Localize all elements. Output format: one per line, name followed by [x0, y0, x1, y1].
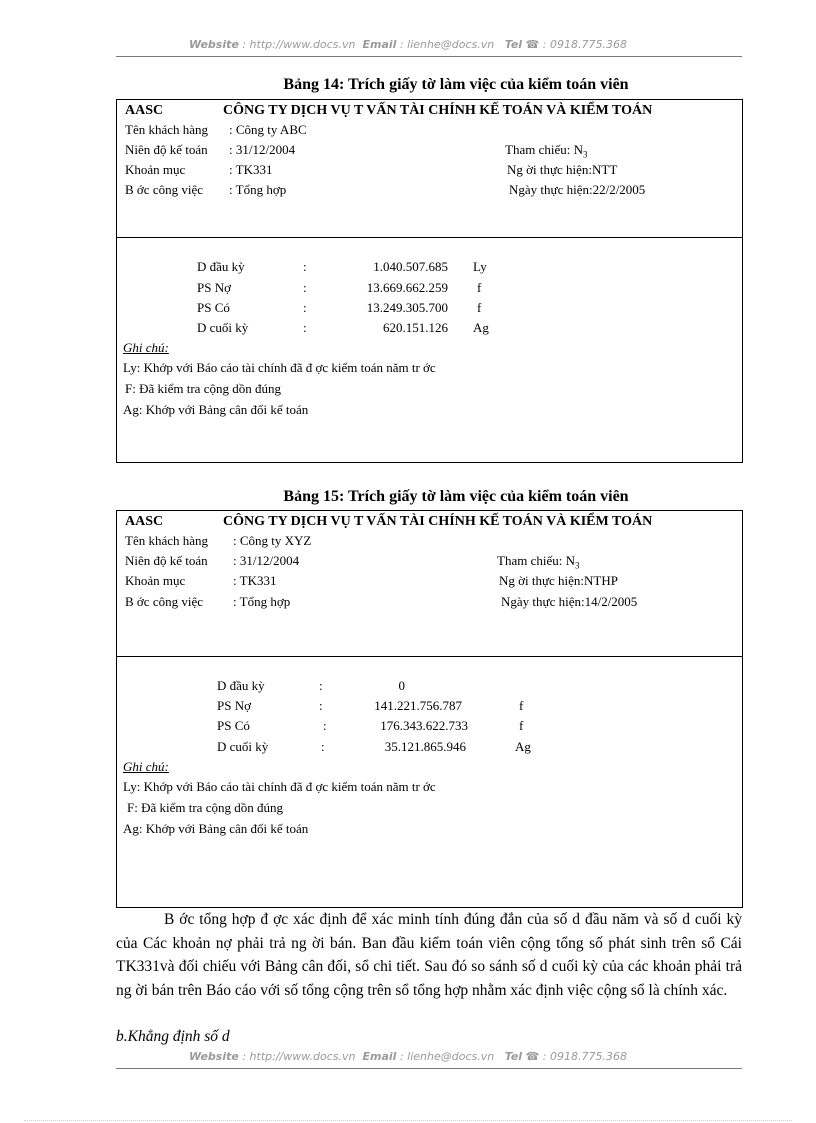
- table14-title: Bảng 14: Trích giấy tờ làm việc của kiểm toán viên: [283, 76, 629, 93]
- table15-box: [116, 510, 743, 908]
- header-tel-label: Tel: [504, 38, 523, 51]
- table14-row-credit-value: 13.249.305.700: [366, 300, 448, 315]
- table14-row-opening-label: D đầu kỳ: [197, 259, 245, 274]
- table14-note-ag: Ag: Khớp với Bảng cân đối kế toán: [123, 402, 309, 417]
- table14-row-debit-label: PS Nợ: [197, 280, 231, 295]
- table14-note-f: F: Đã kiểm tra cộng dồn đúng: [125, 381, 281, 396]
- body-paragraph: [116, 908, 742, 1002]
- table14-account-label: Khoản mục: [125, 162, 186, 177]
- table15-client-value: : Công ty XYZ: [233, 533, 312, 548]
- footer-email-label: Email: [362, 1050, 397, 1063]
- table15-row-debit-mark: f: [519, 698, 524, 713]
- header-email-label: Email: [362, 38, 397, 51]
- table15-step-label: B ớc công việc: [125, 594, 203, 609]
- table14-box: [116, 99, 743, 463]
- table14-row-closing-value: 620.151.126: [383, 320, 448, 335]
- header-tel: : 0918.775.368: [542, 38, 627, 51]
- table14-period-value: : 31/12/2004: [229, 142, 296, 157]
- table15-account-value: : TK331: [233, 573, 277, 588]
- table15-title: Bảng 15: Trích giấy tờ làm việc của kiểm toán viên: [283, 488, 629, 505]
- table15-performer: Ng ời thực hiện:NTHP: [499, 573, 618, 588]
- footer-rule: [116, 1068, 742, 1069]
- table14-row-closing-mark: Ag: [473, 320, 489, 335]
- page-footer: [0, 1050, 816, 1063]
- table14-note-ly: Ly: Khớp với Báo cáo tài chính đã đ ợc kiểm toán năm tr ớc: [123, 360, 436, 375]
- table14-row-opening-colon: :: [303, 259, 307, 274]
- section-subheading: b.Khẳng định số d: [116, 1028, 230, 1045]
- table14-row-credit-label: PS Có: [197, 300, 230, 315]
- phone-icon: ☎: [525, 38, 540, 51]
- table14-row-opening-value: 1.040.507.685: [373, 259, 448, 274]
- table15-step-value: : Tổng hợp: [233, 594, 291, 609]
- table15-period-value: : 31/12/2004: [233, 553, 300, 568]
- table15-period-label: Niên độ kế toán: [125, 553, 208, 568]
- table15-row-debit-colon: :: [319, 698, 323, 713]
- table15-note-f: F: Đã kiểm tra cộng dồn đúng: [127, 800, 283, 815]
- table15-row-credit-label: PS Có: [217, 718, 250, 733]
- table14-company: CÔNG TY DỊCH VỤ T VẤN TÀI CHÍNH KẾ TOÁN VÀ KIỂM TOÁN: [223, 103, 653, 118]
- table15-row-credit-value: 176.343.622.733: [380, 718, 468, 733]
- header-website[interactable]: : http://www.docs.vn: [242, 38, 356, 51]
- table15-note-ag: Ag: Khớp với Bảng cân đối kế toán: [123, 821, 309, 836]
- table15-row-closing-colon: :: [321, 739, 325, 754]
- table14-period-label: Niên độ kế toán: [125, 142, 208, 157]
- table14-date: Ngày thực hiện:22/2/2005: [509, 182, 646, 197]
- table14-row-closing-label: D cuối kỳ: [197, 320, 249, 335]
- table14-firm: AASC: [125, 103, 164, 118]
- table15-row-closing-mark: Ag: [515, 739, 531, 754]
- table15-row-opening-value: 0: [398, 678, 405, 693]
- table14-row-credit-mark: f: [477, 300, 482, 315]
- table15-row-debit-value: 141.221.756.787: [374, 698, 462, 713]
- footer-website-label: Website: [189, 1050, 239, 1063]
- footer-email[interactable]: : lienhe@docs.vn: [399, 1050, 495, 1063]
- table15-row-debit-label: PS Nợ: [217, 698, 251, 713]
- table15-row-opening-label: D đầu kỳ: [217, 678, 265, 693]
- page-header: [0, 38, 816, 51]
- table14-client-value: : Công ty ABC: [229, 122, 307, 137]
- table14-divider: [117, 237, 742, 238]
- header-email[interactable]: : lienhe@docs.vn: [399, 38, 495, 51]
- table14-row-credit-colon: :: [303, 300, 307, 315]
- table15-divider: [117, 656, 742, 657]
- table15-row-closing-label: D cuối kỳ: [217, 739, 269, 754]
- table15-client-label: Tên khách hàng: [125, 533, 209, 548]
- table14-row-debit-mark: f: [477, 280, 482, 295]
- table14-client-label: Tên khách hàng: [125, 122, 209, 137]
- table15-date: Ngày thực hiện:14/2/2005: [501, 594, 638, 609]
- table15-row-opening-colon: :: [319, 678, 323, 693]
- table14-performer: Ng ời thực hiện:NTT: [507, 162, 618, 177]
- table14-row-debit-colon: :: [303, 280, 307, 295]
- table15-row-closing-value: 35.121.865.946: [384, 739, 466, 754]
- paragraph-text: B ớc tổng hợp đ ợc xác định để xác minh tính đúng đắn của số d đầu năm và số d cuối kỳ của Các khoản nợ phải trả ng ời bán. Ban đầu kiểm toán viên cộng tổng số phát sinh trên sổ Cái TK331và đối chiếu với Bảng cân đối, sổ chi tiết. Sau đó so sánh số d cuối kỳ của các khoản phải trả ng ời bán trên Báo cáo với số tổng cộng trên sổ tổng hợp nhằm xác định việc cộng sổ là chính xác.: [116, 911, 742, 999]
- table15-note-ly: Ly: Khớp với Báo cáo tài chính đã đ ợc kiểm toán năm tr ớc: [123, 779, 436, 794]
- table15-reference: Tham chiếu: $N_3$: [497, 553, 580, 571]
- header-rule: [116, 56, 742, 57]
- table14-row-opening-mark: Ly: [473, 259, 487, 274]
- table14-reference: Tham chiếu: $N_3$: [505, 142, 588, 160]
- table14-step-label: B ớc công việc: [125, 182, 203, 197]
- phone-icon: ☎: [525, 1050, 540, 1063]
- table15-row-credit-mark: f: [519, 718, 524, 733]
- table14-note-title: Ghi chú:: [123, 340, 169, 355]
- table14-row-closing-colon: :: [303, 320, 307, 335]
- footer-website[interactable]: : http://www.docs.vn: [242, 1050, 356, 1063]
- table15-note-title: Ghi chú:: [123, 759, 169, 774]
- table14-step-value: : Tổng hợp: [229, 182, 287, 197]
- table15-firm: AASC: [125, 514, 164, 529]
- table15-row-credit-colon: :: [323, 718, 327, 733]
- footer-tel-label: Tel: [504, 1050, 523, 1063]
- table14-row-debit-value: 13.669.662.259: [366, 280, 448, 295]
- table15-account-label: Khoản mục: [125, 573, 186, 588]
- table15-company: CÔNG TY DỊCH VỤ T VẤN TÀI CHÍNH KẾ TOÁN VÀ KIỂM TOÁN: [223, 514, 653, 529]
- table14-account-value: : TK331: [229, 162, 273, 177]
- header-website-label: Website: [189, 38, 239, 51]
- page-bottom-edge: [24, 1120, 792, 1121]
- footer-tel: : 0918.775.368: [542, 1050, 627, 1063]
